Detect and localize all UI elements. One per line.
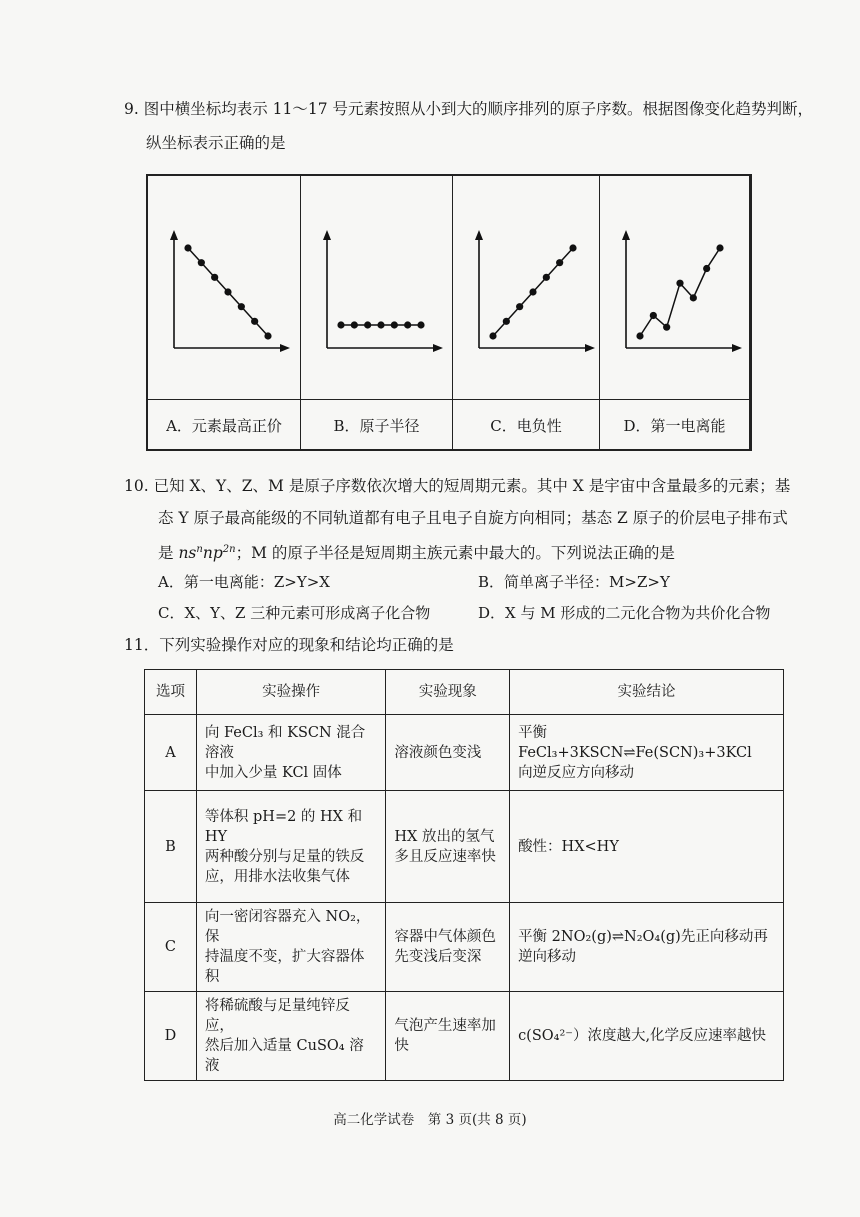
q11-row-d-option: D xyxy=(145,992,197,1081)
q10-config-np: np xyxy=(202,544,223,563)
data-point-4 xyxy=(676,280,683,287)
q11-row-c-con-1: 平衡 2NO₂(g)⇌N₂O₄(g)先正向移动再 xyxy=(518,929,768,945)
q11-row-a-op-2: 中加入少量 KCl 固体 xyxy=(204,764,342,781)
q10-stem-line3: 是 $ns^nnp^{2n}$；M 的原子半径是短周期主族元素中最大的。下列说法正确的是 xyxy=(158,544,675,563)
data-point-3 xyxy=(663,324,670,331)
data-point-6 xyxy=(251,318,258,325)
q9-graph-grid xyxy=(146,174,752,451)
q11-row-d-conclusion xyxy=(510,992,784,1081)
q11-stem: 11．下列实验操作对应的现象和结论均正确的是 xyxy=(124,636,454,654)
q11-row-b-op-2: 两种酸分别与足量的铁反 xyxy=(204,848,365,865)
x-axis-arrow xyxy=(280,344,290,352)
q11-row-b-ph-2: 多且反应速率快 xyxy=(394,848,496,865)
q11-row-b-op-1: 等体积 pH=2 的 HX 和 HY xyxy=(204,808,363,845)
y-axis-arrow xyxy=(622,230,630,240)
q11-row-d-ph-1: 气泡产生速率加 xyxy=(394,1018,496,1034)
q11-row-c-ph-1: 容器中气体颜色 xyxy=(394,929,496,945)
table-row xyxy=(145,992,784,1081)
q9-stem-line2: 纵坐标表示正确的是 xyxy=(146,134,286,152)
q11-row-d-operation xyxy=(196,992,386,1081)
table-row xyxy=(145,715,784,791)
q10-option-a: A．第一电离能：Z>Y>X xyxy=(158,573,330,591)
q11-header-operation: 实验操作 xyxy=(196,670,386,715)
q11-row-b-operation xyxy=(196,791,386,903)
data-point-6 xyxy=(556,259,563,266)
data-point-2 xyxy=(650,312,657,319)
q11-row-b-con-1: 酸性：HX<HY xyxy=(518,838,619,855)
data-point-2 xyxy=(351,321,358,328)
q11-row-c-option: C xyxy=(145,903,197,992)
q11-row-b-op-3: 应，用排水法收集气体 xyxy=(204,868,350,885)
data-point-3 xyxy=(364,321,371,328)
q9-graph-c xyxy=(453,176,598,398)
data-point-1 xyxy=(489,332,496,339)
y-axis-arrow xyxy=(170,230,178,240)
q9-option-b xyxy=(301,176,453,449)
q11-row-d-phenomenon xyxy=(386,992,510,1081)
q11-row-c-phenomenon xyxy=(386,903,510,992)
y-axis-arrow xyxy=(475,230,483,240)
q9-graph-d xyxy=(600,176,750,398)
q11-row-c-ph-2: 先变浅后变深 xyxy=(394,949,482,965)
q11-row-a-op-1: 向 FeCl₃ 和 KSCN 混合溶液 xyxy=(204,724,366,761)
data-point-7 xyxy=(569,244,576,251)
q9-stem-line1: 9. 图中横坐标均表示 11～17 号元素按照从小到大的顺序排列的原子序数。根据图像变化趋势判断， xyxy=(124,100,814,118)
q11-table xyxy=(144,669,784,1081)
q10-config-2n: 2n xyxy=(222,544,236,555)
q9-option-c-label: C．电负性 xyxy=(490,416,562,435)
data-point-1 xyxy=(184,244,191,251)
data-point-3 xyxy=(211,274,218,281)
q11-row-c-con-2: 逆向移动 xyxy=(518,949,577,965)
q11-row-a-con-2: 向逆反应方向移动 xyxy=(518,764,635,781)
data-point-5 xyxy=(238,303,245,310)
page-footer: 高二化学试卷 第 3 页(共 8 页) xyxy=(333,1112,527,1128)
q10-option-c: C．X、Y、Z 三种元素可形成离子化合物 xyxy=(158,604,431,622)
q9-option-a-label: A．元素最高正价 xyxy=(166,416,282,435)
data-point-4 xyxy=(224,288,231,295)
data-point-1 xyxy=(337,321,344,328)
q11-row-c-op-1: 向一密闭容器充入 NO₂，保 xyxy=(204,909,371,945)
q11-row-a-con-1: 平衡 FeCl₃+3KSCN⇌Fe(SCN)₃+3KCl xyxy=(518,724,752,761)
q11-row-b-phenomenon xyxy=(386,791,510,903)
q11-row-a-phenomenon xyxy=(386,715,510,791)
data-point-6 xyxy=(703,265,710,272)
q11-row-a-option: A xyxy=(145,715,197,791)
q11-header-row xyxy=(145,670,784,715)
data-point-5 xyxy=(391,321,398,328)
q9-option-a xyxy=(148,176,301,449)
data-point-2 xyxy=(503,318,510,325)
data-point-2 xyxy=(198,259,205,266)
q11-row-a-conclusion xyxy=(510,715,784,791)
data-point-7 xyxy=(417,321,424,328)
data-point-4 xyxy=(377,321,384,328)
q11-row-b-option: B xyxy=(145,791,197,903)
q10-option-b: B．简单离子半径：M>Z>Y xyxy=(478,573,670,591)
q11-row-d-ph-2: 快 xyxy=(394,1038,409,1054)
x-axis-arrow xyxy=(433,344,443,352)
q11-row-b-conclusion xyxy=(510,791,784,903)
data-point-5 xyxy=(543,274,550,281)
q11-row-a-operation xyxy=(196,715,386,791)
q10-line3-prefix: 是 xyxy=(158,544,179,563)
data-point-7 xyxy=(264,332,271,339)
q11-row-c-conclusion xyxy=(510,903,784,992)
y-axis-arrow xyxy=(323,230,331,240)
x-axis-arrow xyxy=(585,344,595,352)
data-point-4 xyxy=(529,288,536,295)
data-point-6 xyxy=(404,321,411,328)
q10-config-n: n xyxy=(196,544,203,555)
q9-graph-a xyxy=(148,176,299,398)
q11-row-c-op-2: 持温度不变，扩大容器体积 xyxy=(204,949,365,985)
q10-line3-suffix: ；M 的原子半径是短周期主族元素中最大的。下列说法正确的是 xyxy=(235,544,675,563)
data-point-7 xyxy=(716,244,723,251)
q10-stem-line1: 10. 已知 X、Y、Z、M 是原子序数依次增大的短周期元素。其中 X 是宇宙中含量最多的元素；基 xyxy=(124,477,791,495)
table-row xyxy=(145,791,784,903)
q11-header-phenomenon: 实验现象 xyxy=(386,670,510,715)
data-point-1 xyxy=(636,332,643,339)
q11-row-d-op-2: 然后加入适量 CuSO₄ 溶液 xyxy=(204,1038,364,1074)
table-row xyxy=(145,903,784,992)
q9-option-d-label: D．第一电离能 xyxy=(623,416,726,435)
q11-header-conclusion: 实验结论 xyxy=(510,670,784,715)
q9-graph-b xyxy=(301,176,451,398)
x-axis-arrow xyxy=(732,344,742,352)
q10-stem-line2: 态 Y 原子最高能级的不同轨道都有电子且电子自旋方向相同；基态 Z 原子的价层电子排布式 xyxy=(158,509,788,527)
q9-option-c xyxy=(453,176,600,449)
q11-row-d-op-1: 将稀硫酸与足量纯锌反应， xyxy=(204,998,350,1034)
q9-option-d xyxy=(600,176,750,449)
q11-row-d-con-1: c(SO₄²⁻）浓度越大,化学反应速率越快 xyxy=(518,1028,767,1044)
data-point-5 xyxy=(690,294,697,301)
trend-line xyxy=(640,248,720,336)
q9-option-b-label: B．原子半径 xyxy=(333,416,420,435)
q11-header-option: 选项 xyxy=(145,670,197,715)
q11-row-a-ph-1: 溶液颜色变浅 xyxy=(394,744,482,761)
q11-row-c-operation xyxy=(196,903,386,992)
q11-row-b-ph-1: HX 放出的氢气 xyxy=(394,828,495,845)
data-point-3 xyxy=(516,303,523,310)
q10-option-d: D．X 与 M 形成的二元化合物为共价化合物 xyxy=(478,604,771,622)
q9-label-divider xyxy=(148,399,750,400)
